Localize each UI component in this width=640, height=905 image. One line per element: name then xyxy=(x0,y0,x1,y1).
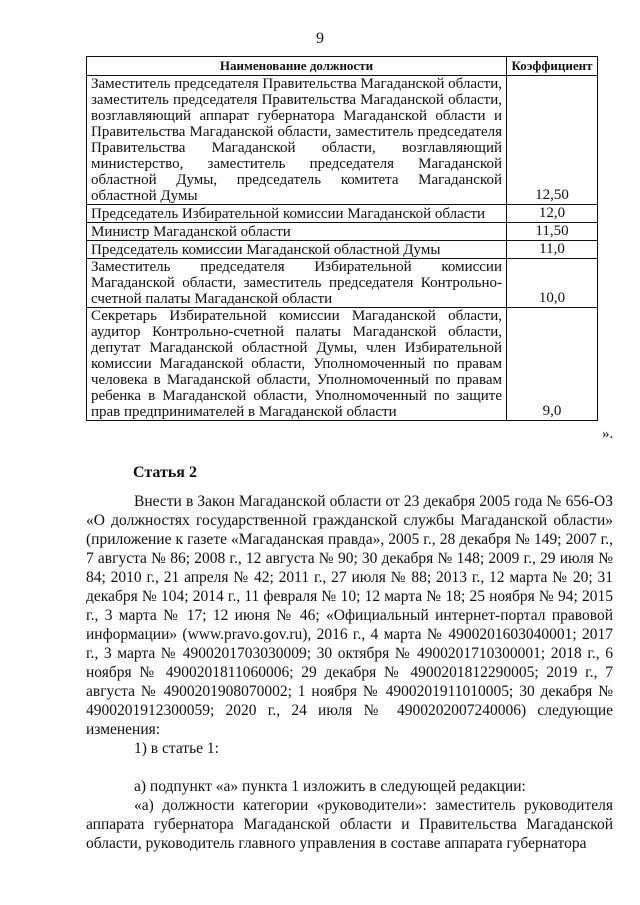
position-name-cell: Председатель Избирательной комиссии Магаданской области xyxy=(87,205,507,223)
table-closing-quote: ». xyxy=(602,426,614,442)
table-row xyxy=(87,205,598,223)
body-paragraph: Внести в Закон Магаданской области от 23 декабря 2005 года № 656-ОЗ «О должностях государственной гражданской службы Магаданской области» (приложение к газете «Магаданская правда», 2005 г., 28 декабря № 149; 2007 г., 7 августа № 86; 2008 г., 12 августа № 90; 30 декабря № 148; 2009 г., 29 июля № 84; 2010 г., 21 апреля № 42; 2011 г., 27 июля № 88; 2013 г., 12 марта № 20; 31 декабря № 104; 2014 г., 11 февраля № 10; 12 марта № 18; 25 ноября № 94; 2015 г., 3 марта № 17; 12 июня № 46; «Официальный интернет-портал правовой информации» (www.pravo.gov.ru), 2016 г., 4 марта № 4900201603040001; 2017 г., 3 марта № 4900201703030009; 30 октября № 4900201710300001; 2018 г., 6 ноября № 4900201811060006; 29 декабря № 4900201812290005; 2019 г., 7 августа № 4900201908070002; 1 ноября № 4900201911010005; 30 декабря № 4900201912300059; 2020 г., 24 июля № 4900202007240006) следующие изменения: xyxy=(86,493,613,738)
position-name-cell: Заместитель председателя Избирательной комиссии Магаданской области, заместитель председателя Контрольно-счетной палаты Магаданской области xyxy=(87,259,507,308)
table-header-row xyxy=(87,57,598,76)
coefficient-cell: 10,0 xyxy=(507,259,598,308)
table-row xyxy=(87,308,598,421)
table-row xyxy=(87,241,598,259)
table-row xyxy=(87,223,598,241)
header-position-name: Наименование должности xyxy=(87,57,507,76)
page-number: 9 xyxy=(316,30,324,47)
coefficient-table xyxy=(86,56,598,421)
body-paragraph: а) подпункт «а» пункта 1 изложить в следующей редакции: xyxy=(134,778,526,795)
coefficient-cell: 11,0 xyxy=(507,241,598,259)
position-name-cell: Секретарь Избирательной комиссии Магаданской области, аудитор Контрольно-счетной палаты Магаданской области, депутат Магаданской областной Думы, член Избирательной комиссии Магаданской области, Уполномоченный по правам человека в Магаданской области, Уполномоченный по правам ребенка в Магаданской области, Уполномоченный по защите прав предпринимателей в Магаданской области xyxy=(87,308,507,421)
position-name-cell: Председатель комиссии Магаданской областной Думы xyxy=(87,241,507,259)
coefficient-cell: 12,0 xyxy=(507,205,598,223)
header-coefficient: Коэффициент xyxy=(507,57,598,76)
coefficient-cell: 11,50 xyxy=(507,223,598,241)
table-row xyxy=(87,76,598,205)
body-paragraph: 1) в статье 1: xyxy=(134,740,219,757)
table-row xyxy=(87,259,598,308)
position-name-cell: Заместитель председателя Правительства Магаданской области, заместитель председателя Правительства Магаданской области, возглавляющий аппарат губернатора Магаданской области и Правительства Магаданской области, заместитель председателя Правительства Магаданской области, возглавляющий министерство, заместитель председателя Магаданской областной Думы, председатель комитета Магаданской областной Думы xyxy=(87,76,507,205)
coefficient-cell: 12,50 xyxy=(507,76,598,205)
coefficient-cell: 9,0 xyxy=(507,308,598,421)
position-name-cell: Министр Магаданской области xyxy=(87,223,507,241)
body-paragraph: «а) должности категории «руководители»: заместитель руководителя аппарата губернатора Магаданской области и Правительства Магаданской области, руководитель главного управления в составе аппарата губернатора xyxy=(86,797,613,852)
article-heading: Статья 2 xyxy=(133,464,197,481)
